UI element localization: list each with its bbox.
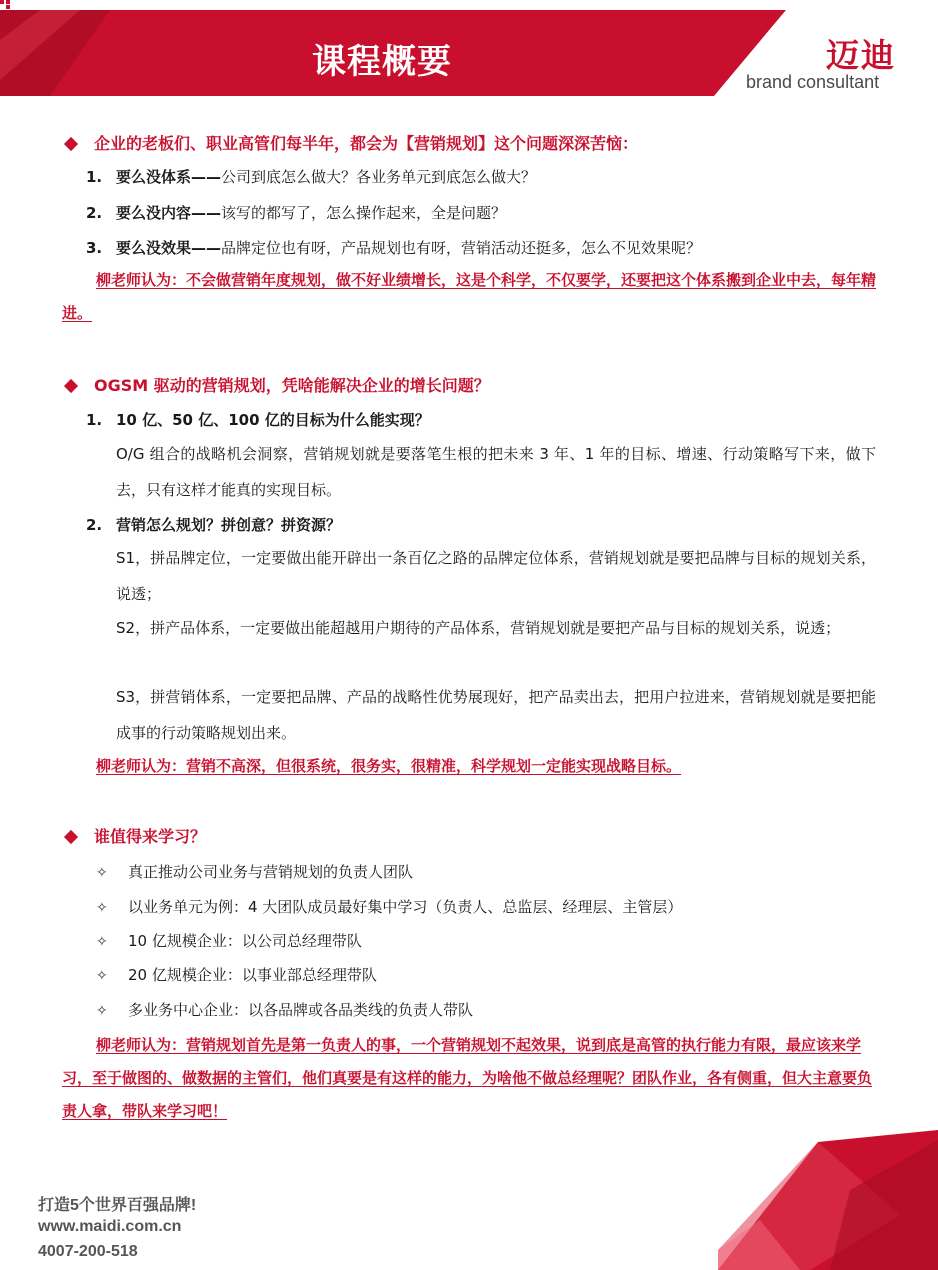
sparkle-bullet-icon: ✧ — [96, 1003, 108, 1019]
brand-logo-cn: 迈迪 — [826, 36, 896, 75]
section-2-title-text: OGSM 驱动的营销规划，凭啥能解决企业的增长问题？ — [94, 376, 490, 395]
audience-text: 真正推动公司业务与营销规划的负责人团队 — [128, 863, 414, 881]
item-number: 1. — [86, 168, 103, 186]
diamond-bullet-icon — [64, 829, 78, 843]
audience-item — [96, 861, 413, 882]
teacher-quote-1: 柳老师认为：不会做营销年度规划，做不好业绩增长，这是个科学，不仅要学，还要把这个体系搬到企业中去，每年精进。 — [62, 271, 877, 322]
logo-dots-icon — [0, 0, 12, 10]
sparkle-bullet-icon: ✧ — [96, 934, 108, 950]
answer-paragraph-1: O/G 组合的战略机会洞察，营销规划就是要落笔生根的把未来 3 年、1 年的目标、增速、行动策略写下来，做下去，只有这样才能真的实现目标。 — [116, 445, 876, 499]
item-number: 2. — [86, 516, 103, 534]
footer-slogan: 打造5个世界百强品牌! — [38, 1197, 197, 1214]
item-lead: 要么没效果—— — [116, 239, 222, 257]
audience-item — [96, 964, 377, 985]
audience-item — [96, 930, 362, 951]
item-lead: 要么没内容—— — [116, 204, 222, 222]
section-2-title — [62, 373, 490, 396]
section-3-title — [62, 824, 206, 847]
audience-text: 多业务中心企业：以各品牌或各品类线的负责人带队 — [128, 1001, 474, 1019]
sparkle-bullet-icon: ✧ — [96, 900, 108, 916]
item-number: 2. — [86, 204, 103, 222]
brand-logo-en: brand consultant — [746, 72, 880, 92]
footer-red-diamonds — [700, 1130, 938, 1270]
footer-phone: 4007-200-518 — [38, 1243, 138, 1260]
strategy-s2: S2，拼产品体系，一定要做出能超越用户期待的产品体系，营销规划就是要把产品与目标的规划关系，说透； — [116, 619, 841, 637]
pain-point-item — [86, 202, 506, 223]
item-text: 品牌定位也有呀，产品规划也有呀，营销活动还挺多，怎么不见效果呢？ — [221, 239, 702, 257]
item-lead: 要么没体系—— — [116, 168, 222, 186]
item-text: 该写的都写了，怎么操作起来，全是问题？ — [221, 204, 507, 222]
sparkle-bullet-icon: ✧ — [96, 865, 108, 881]
pain-point-item — [86, 166, 536, 187]
item-number: 1. — [86, 411, 103, 429]
audience-item — [96, 999, 473, 1020]
audience-text: 以业务单元为例：4 大团队成员最好集中学习（负责人、总监层、经理层、主管层） — [128, 898, 683, 916]
audience-text: 10 亿规模企业：以公司总经理带队 — [128, 932, 362, 950]
teacher-quote-3: 柳老师认为：营销规划首先是第一负责人的事，一个营销规划不起效果，说到底是高管的执行能力有限，最应该来学习，至于做图的、做数据的主管们，他们真要是有这样的能力，为啥他不做总经理呢？团队作业，各有侧重，但大主意要负责人拿，带队来学习吧！ — [62, 1036, 873, 1120]
audience-text: 20 亿规模企业：以事业部总经理带队 — [128, 966, 377, 984]
question-1 — [86, 409, 430, 430]
pain-point-item — [86, 237, 701, 258]
audience-item — [96, 896, 682, 917]
question-2 — [86, 514, 341, 535]
item-text: 公司到底怎么做大？各业务单元到底怎么做大？ — [221, 168, 537, 186]
section-1-title — [62, 131, 638, 154]
question-text: 10 亿、50 亿、100 亿的目标为什么能实现？ — [116, 411, 430, 429]
item-number: 3. — [86, 239, 103, 257]
strategy-s3: S3，拼营销体系，一定要把品牌、产品的战略性优势展现好，把产品卖出去，把用户拉进来，营销规划就是要把能成事的行动策略规划出来。 — [116, 688, 876, 742]
sparkle-bullet-icon: ✧ — [96, 968, 108, 984]
section-3-title-text: 谁值得来学习？ — [94, 827, 207, 846]
strategy-s1: S1，拼品牌定位，一定要做出能开辟出一条百亿之路的品牌定位体系，营销规划就是要把品牌与目标的规划关系，说透； — [116, 549, 876, 603]
page-title: 课程概要 — [312, 42, 452, 82]
section-1-title-text: 企业的老板们、职业高管们每半年，都会为【营销规划】这个问题深深苦恼： — [94, 134, 639, 153]
teacher-quote-2: 柳老师认为：营销不高深，但很系统，很务实，很精准，科学规划一定能实现战略目标。 — [96, 757, 682, 775]
diamond-bullet-icon — [64, 378, 78, 392]
diamond-bullet-icon — [64, 136, 78, 150]
header-banner — [0, 0, 938, 100]
question-text: 营销怎么规划？拼创意？拼资源？ — [116, 516, 342, 534]
footer-website: www.maidi.com.cn — [38, 1218, 182, 1235]
